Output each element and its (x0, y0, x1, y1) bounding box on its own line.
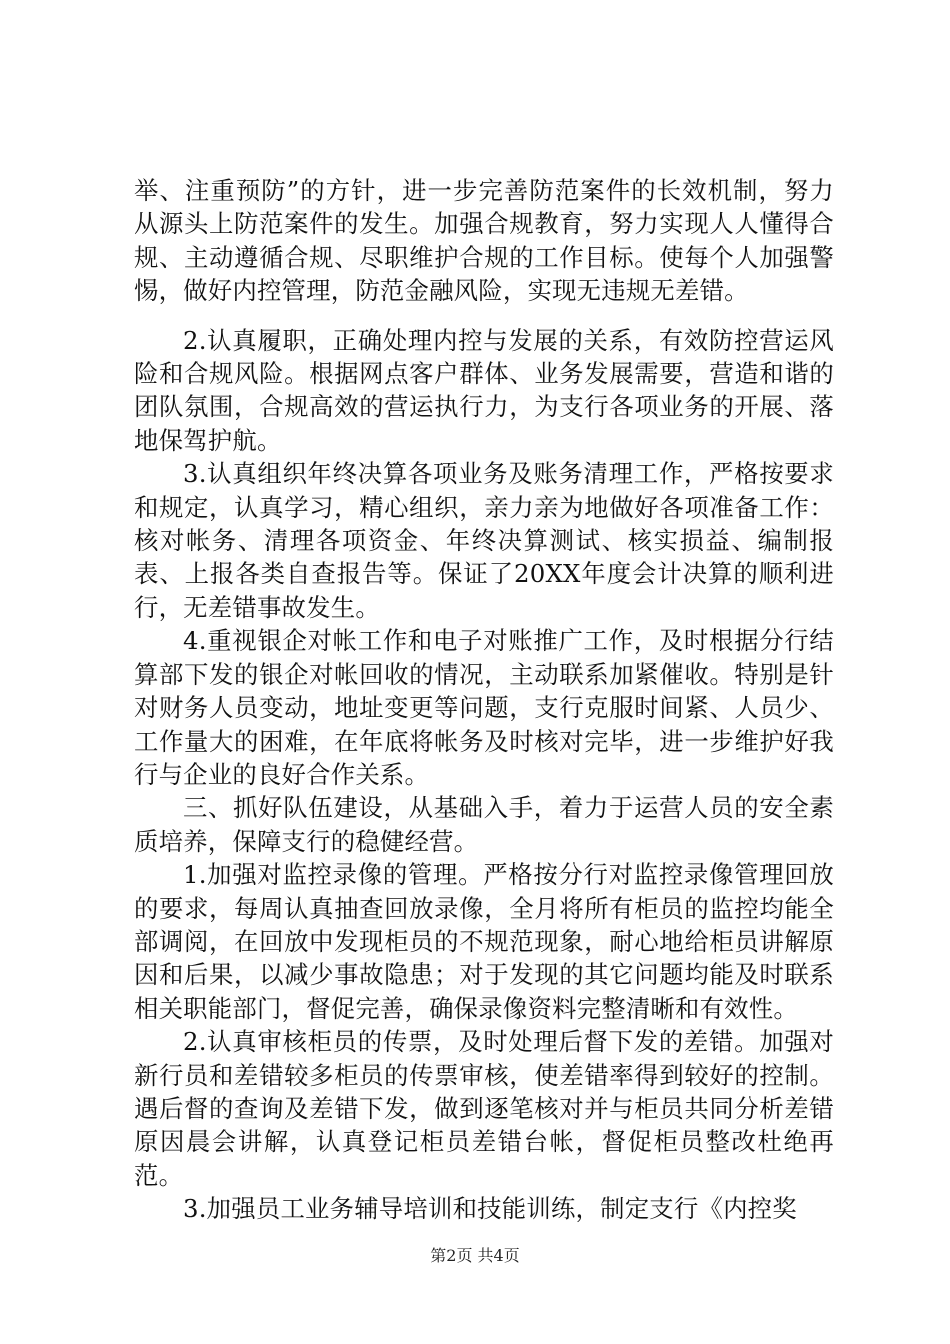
paragraph-gap (134, 308, 834, 324)
document-body (134, 174, 834, 1226)
paragraph-item-4-reconciliation: 4.重视银企对帐工作和电子对账推广工作，及时根据分行结算部下发的银企对帐回收的情况，主动联系加紧催收。特别是针对财务人员变动，地址变更等问题，支行克服时间紧、人员少、工作量大的困难，在年底将帐务及时核对完毕，进一步维护好我行与企业的良好合作关系。 (134, 626, 834, 789)
section-heading-team-building: 三、抓好队伍建设，从基础入手，着力于运营人员的安全素质培养，保障支行的稳健经营。 (134, 793, 834, 856)
paragraph-continuation: 举、注重预防”的方针，进一步完善防范案件的长效机制，努力从源头上防范案件的发生。加强合规教育，努力实现人人懂得合规、主动遵循合规、尽职维护合规的工作目标。使每个人加强警惕，做好内控管理，防范金融风险，实现无违规无差错。 (134, 176, 834, 306)
paragraph-item-1-video-monitoring: 1.加强对监控录像的管理。严格按分行对监控录像管理回放的要求，每周认真抽查回放录像，全月将所有柜员的监控均能全部调阅，在回放中发现柜员的不规范现象，耐心地给柜员讲解原因和后果，以减少事故隐患；对于发现的其它问题均能及时联系相关职能部门，督促完善，确保录像资料完整清晰和有效性。 (134, 860, 834, 1023)
paragraph-item-2-fulfil-duties: 2.认真履职，正确处理内控与发展的关系，有效防控营运风险和合规风险。根据网点客户群体、业务发展需要，营造和谐的团队氛围，合规高效的营运执行力，为支行各项业务的开展、落地保驾护航。 (134, 325, 834, 455)
paragraph-item-3-year-end-settlement: 3.认真组织年终决算各项业务及账务清理工作，严格按要求和规定，认真学习，精心组织，亲力亲为地做好各项准备工作：核对帐务、清理各项资金、年终决算测试、核实损益、编制报表、上报各类自查报告等。保证了20XX年度会计决算的顺利进行，无差错事故发生。 (134, 459, 834, 622)
paragraph-item-3-staff-training: 3.加强员工业务辅导培训和技能训练，制定支行《内控奖 (183, 1194, 797, 1224)
paragraph-item-2-voucher-review: 2.认真审核柜员的传票，及时处理后督下发的差错。加强对新行员和差错较多柜员的传票审核，使差错率得到较好的控制。遇后督的查询及差错下发，做到逐笔核对并与柜员共同分析差错原因晨会讲解，认真登记柜员差错台帐，督促柜员整改杜绝再范。 (134, 1027, 834, 1190)
page-number-footer: 第2页 共4页 (430, 1246, 520, 1265)
